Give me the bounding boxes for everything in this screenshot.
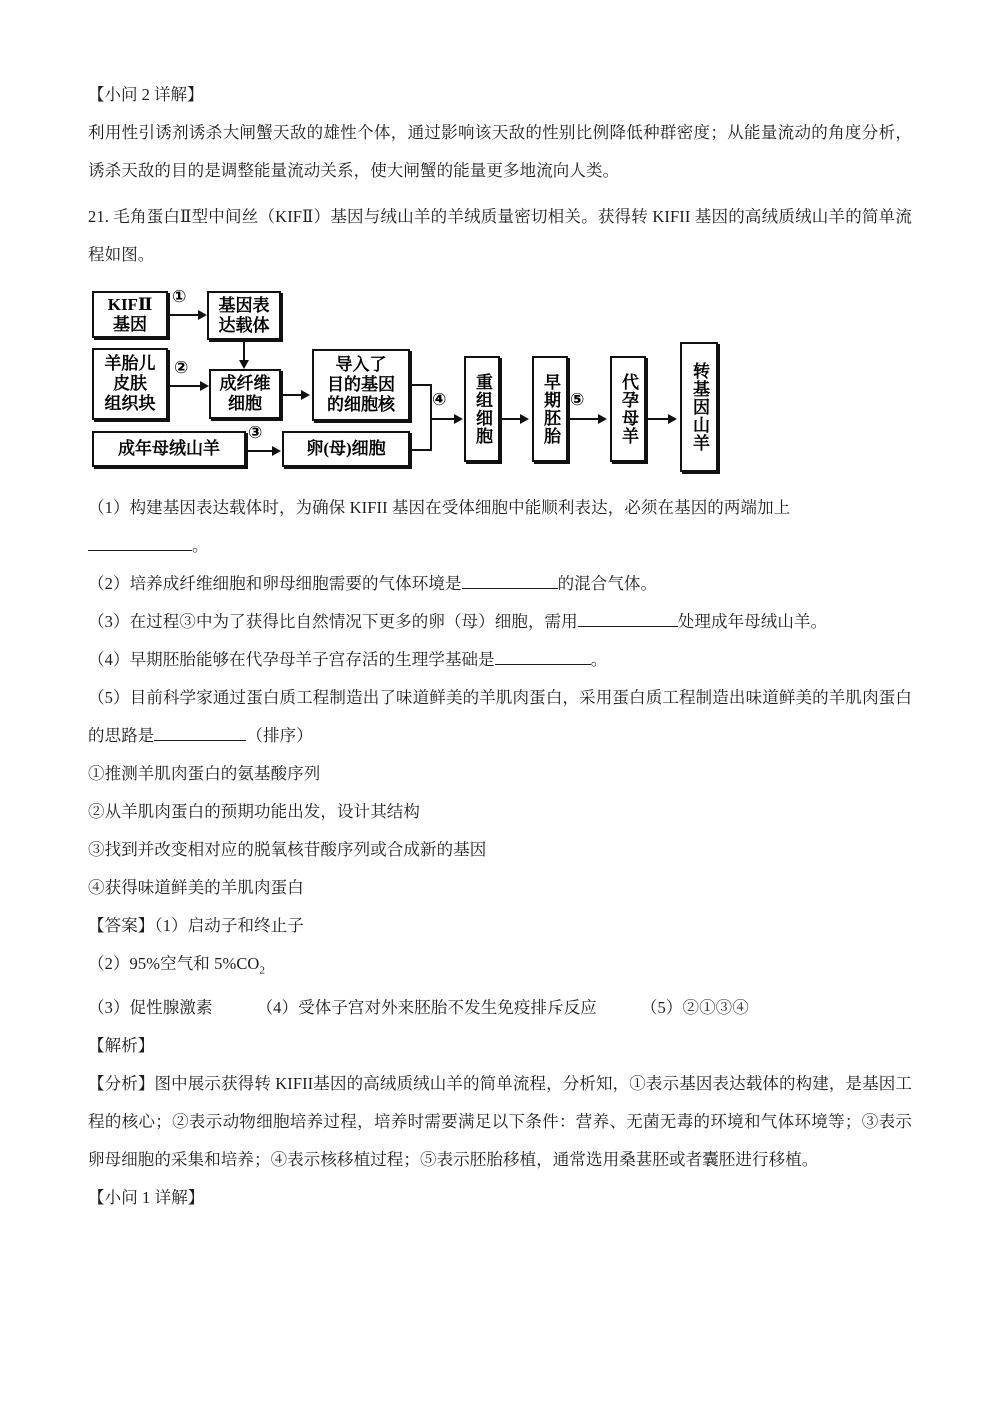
- flow-box-fetal-skin-tissue: [92, 348, 168, 420]
- flow-box-fibroblast-line1: 成纤维: [219, 374, 271, 393]
- flow-step-label-3: ③: [248, 423, 263, 443]
- sub-question-2-text: 培养成纤维细胞和卵母细胞需要的气体环境是: [129, 574, 462, 593]
- flow-step-label-4: ④: [432, 390, 447, 410]
- answer-block-line-3: [88, 989, 912, 1027]
- flow-box-nucleus-line1: 导入了: [335, 355, 387, 374]
- flow-step-label-2: ②: [174, 358, 189, 378]
- flow-arrow-4: [272, 446, 281, 456]
- answer-blank-1[interactable]: [88, 550, 192, 551]
- sub-question-1-suffix: 。: [192, 536, 209, 555]
- flow-box-nucleus-line3: 的细胞核: [327, 395, 395, 414]
- option-item-4: ④获得味道鲜美的羊肌肉蛋白: [88, 878, 304, 897]
- sub-question-4-text: 早期胚胎能够在代孕母羊子宫存活的生理学基础是: [129, 650, 495, 669]
- analysis-label: 【分析】: [88, 1074, 155, 1094]
- flow-connector-2: [168, 385, 202, 387]
- option-item-1: ①推测羊肌肉蛋白的氨基酸序列: [88, 764, 321, 783]
- flow-box-fibroblast-line2: 细胞: [228, 394, 262, 413]
- sub-question-3: [88, 603, 912, 641]
- flow-arrow-8: [668, 414, 677, 424]
- flow-arrow-5: [454, 414, 463, 424]
- answer-line-2-subscript: 2: [259, 964, 266, 977]
- flow-merge-out: [430, 418, 456, 420]
- transgenic-goat-flowchart: [88, 280, 912, 485]
- flow-box-adult-goat-label: 成年母绒山羊: [118, 439, 220, 458]
- flow-connector-7: [568, 418, 600, 420]
- flow-box-surrogate-ewe: [610, 356, 646, 462]
- answer-blank-2[interactable]: [462, 588, 558, 589]
- flow-box-oocyte-label: 卵(母)细胞: [306, 439, 386, 458]
- analysis-heading: 【解析】: [88, 1036, 155, 1056]
- flow-box-oocyte: [282, 431, 410, 467]
- answer-line-1: （1）启动子和终止子: [154, 916, 304, 935]
- flow-arrow-vector-to-fibroblast: [239, 360, 249, 369]
- sub-question-3-text: 在过程③中为了获得比自然情况下更多的卵（母）细胞，需用: [129, 612, 578, 631]
- flow-arrow-1: [198, 310, 207, 320]
- option-item-2: ②从羊肌肉蛋白的预期功能出发，设计其结构: [88, 802, 420, 821]
- flow-arrow-3: [301, 390, 310, 400]
- sub-question-1-blank-line: [88, 527, 912, 565]
- flow-connector-6: [500, 418, 522, 420]
- flow-box-fetal-skin-line2: 皮肤: [113, 374, 147, 393]
- answer-blank-3[interactable]: [578, 626, 678, 627]
- answer-line-3-item-3: （5）②①③④: [640, 998, 749, 1018]
- sub-question-2-suffix: 的混合气体。: [557, 574, 658, 593]
- flow-box-kif2-gene-line2: 基因: [113, 314, 147, 334]
- flow-box-adult-female-goat: [92, 431, 246, 467]
- flow-box-transgenic-goat-label: 转基因山羊: [690, 362, 709, 452]
- answer-block-line-2: [88, 945, 912, 989]
- flow-box-expression-vector-line2: 达载体: [218, 315, 270, 335]
- flow-box-transgenic-goat: [680, 342, 718, 472]
- section-heading-xiaowen1: 【小问 1 详解】: [88, 1188, 205, 1208]
- answer-block-line-1: [88, 907, 912, 945]
- flow-connector-vector-to-fibroblast: [243, 340, 245, 362]
- sub-question-1-text: 构建基因表达载体时，为确保 KIFII 基因在受体细胞中能顺利表达，必须在基因的两端加上: [129, 498, 791, 517]
- sub-question-5-text: 目前科学家通过蛋白质工程制造出了味道鲜美的羊肌肉蛋白，采用蛋白质工程制造出味道鲜美的羊肌肉蛋白的思路是: [88, 688, 912, 745]
- flow-merge-bottom: [410, 449, 432, 451]
- flow-box-transferred-nucleus: [312, 349, 410, 421]
- sub-question-3-label: （3）: [88, 612, 130, 631]
- flow-connector-3: [281, 394, 303, 396]
- flow-box-surrogate-ewe-label: 代孕母羊: [619, 373, 638, 445]
- sub-question-4-label: （4）: [88, 650, 130, 669]
- flow-arrow-7: [598, 414, 607, 424]
- flow-box-fetal-skin-line3: 组织块: [104, 394, 156, 413]
- sub-question-1: [88, 489, 912, 527]
- analysis-body: [88, 1065, 912, 1179]
- answer-heading: 【答案】: [88, 916, 155, 935]
- section-heading-xiaowen2: 【小问 2 详解】: [88, 85, 204, 104]
- answer-blank-4[interactable]: [495, 664, 591, 665]
- flow-box-recombinant-cell: [464, 356, 500, 462]
- question-21-stem: 21. 毛角蛋白Ⅱ型中间丝（KIFⅡ）基因与绒山羊的羊绒质量密切相关。获得转 KIFII 基因的高绒质绒山羊的简单流程如图。: [88, 207, 912, 264]
- flow-arrow-2: [200, 381, 209, 391]
- flow-box-nucleus-line2: 目的基因: [327, 375, 395, 394]
- flow-box-kif2-gene-line1: KIFⅡ: [107, 294, 153, 314]
- flow-box-recombinant-cell-label: 重组细胞: [473, 373, 492, 445]
- flow-box-early-embryo-label: 早期胚胎: [541, 373, 560, 445]
- flow-step-label-5: ⑤: [570, 390, 585, 410]
- answer-line-3-item-2: （4）受体子宫对外来胚胎不发生免疫排斥反应: [256, 998, 597, 1018]
- flow-box-kif2-gene: [92, 291, 168, 338]
- answer-line-3-item-1: （3）促性腺激素: [88, 998, 213, 1018]
- sub-question-5-suffix: （排序）: [246, 726, 313, 745]
- flow-box-early-embryo: [532, 356, 568, 462]
- flow-box-expression-vector-line1: 基因表: [218, 295, 270, 315]
- flow-connector-8: [646, 418, 670, 420]
- analysis-text: 图中展示获得转 KIFII基因的高绒质绒山羊的简单流程，分析知，①表示基因表达载体的构建，是基因工程的核心；②表示动物细胞培养过程，培养时需要满足以下条件：营养、无菌无毒的环境和气体环境等；③表示卵母细胞的采集和培养；④表示核移植过程；⑤表示胚胎移植，通常选用桑葚胚或者囊胚进行移植。: [88, 1074, 912, 1170]
- sub-question-2-label: （2）: [88, 574, 130, 593]
- flow-box-expression-vector: [207, 291, 281, 340]
- flow-step-label-1: ①: [172, 287, 187, 307]
- sub-question-3-suffix: 处理成年母绒山羊。: [677, 612, 828, 631]
- flow-arrow-6: [520, 414, 529, 424]
- flow-connector-1: [168, 314, 200, 316]
- answer-blank-5[interactable]: [154, 740, 246, 741]
- page-content: [88, 76, 912, 1217]
- flow-box-fetal-skin-line1: 羊胎儿: [104, 354, 156, 373]
- paragraph-xiaowen2-body: 利用性引诱剂诱杀大闸蟹天敌的雄性个体，通过影响该天敌的性别比例降低种群密度；从能量流动的角度分析，诱杀天敌的目的是调整能量流动关系，使大闸蟹的能量更多地流向人类。: [88, 123, 912, 180]
- sub-question-5: [88, 679, 912, 755]
- answer-line-2-prefix: （2）95%空气和 5%CO: [88, 954, 260, 973]
- sub-question-4-suffix: 。: [590, 650, 608, 669]
- option-item-3: ③找到并改变相对应的脱氧核苷酸序列或合成新的基因: [88, 840, 487, 859]
- flow-box-fibroblast: [209, 369, 281, 419]
- sub-question-5-label: （5）: [88, 688, 130, 707]
- flow-merge-top: [410, 384, 432, 386]
- sub-question-2: [88, 565, 912, 603]
- sub-question-1-label: （1）: [88, 498, 130, 517]
- sub-question-4: [88, 641, 912, 679]
- flow-connector-4: [246, 450, 274, 452]
